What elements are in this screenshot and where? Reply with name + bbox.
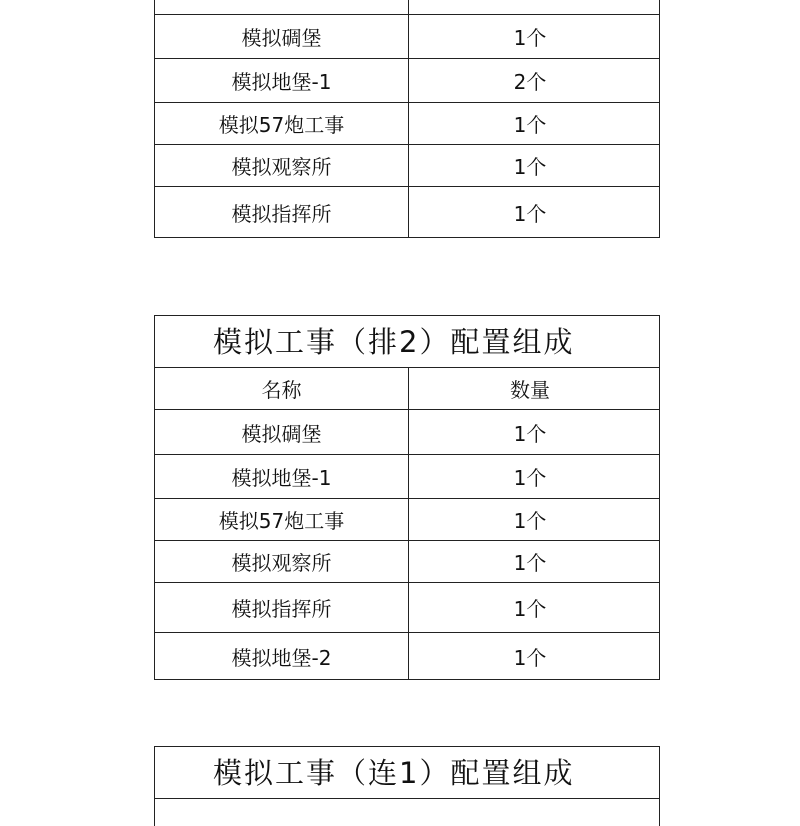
item-name: 模拟地堡-2	[155, 633, 409, 679]
item-name: 模拟观察所	[155, 145, 409, 186]
table-row	[155, 15, 659, 59]
item-qty: 1个	[513, 421, 547, 446]
table-row	[155, 145, 659, 187]
item-qty: 1个	[513, 509, 547, 533]
table-row	[155, 583, 659, 633]
table-title: 模拟工事（连1）配置组成	[155, 747, 659, 799]
table-row	[155, 541, 659, 583]
item-qty: 1个	[513, 201, 547, 226]
item-qty: 1个	[513, 26, 547, 50]
table-row	[155, 499, 659, 541]
table-row	[155, 410, 659, 455]
config-table-platoon-2	[154, 315, 660, 680]
item-qty: 1个	[513, 551, 547, 575]
item-qty: 1个	[513, 466, 547, 490]
item-qty: 1个	[513, 113, 547, 137]
item-name: 模拟地堡-1	[155, 59, 409, 102]
item-name: 模拟57炮工事	[155, 103, 409, 144]
config-table-top	[154, 0, 660, 238]
header-name	[155, 0, 409, 14]
table-row	[155, 103, 659, 145]
item-name: 模拟碉堡	[155, 410, 409, 454]
config-table-company-1	[154, 746, 660, 826]
table-title: 模拟工事（排2）配置组成	[155, 316, 659, 368]
table-row	[155, 59, 659, 103]
item-qty: 2个	[513, 70, 547, 94]
item-name: 模拟地堡-1	[155, 455, 409, 498]
item-qty: 1个	[513, 597, 547, 621]
header-name: 名称	[155, 368, 409, 409]
table-row	[155, 455, 659, 499]
table-header-row	[155, 368, 659, 410]
item-name: 模拟观察所	[155, 541, 409, 582]
table-row	[155, 633, 659, 679]
item-name: 模拟指挥所	[155, 187, 409, 237]
table-row	[155, 187, 659, 237]
item-name: 模拟指挥所	[155, 583, 409, 632]
header-qty	[409, 0, 659, 14]
item-name: 模拟57炮工事	[155, 499, 409, 540]
item-qty: 1个	[513, 155, 547, 179]
item-name: 模拟碉堡	[155, 15, 409, 58]
item-qty: 1个	[513, 645, 547, 670]
table-header-row	[155, 0, 659, 15]
header-qty: 数量	[510, 378, 550, 402]
